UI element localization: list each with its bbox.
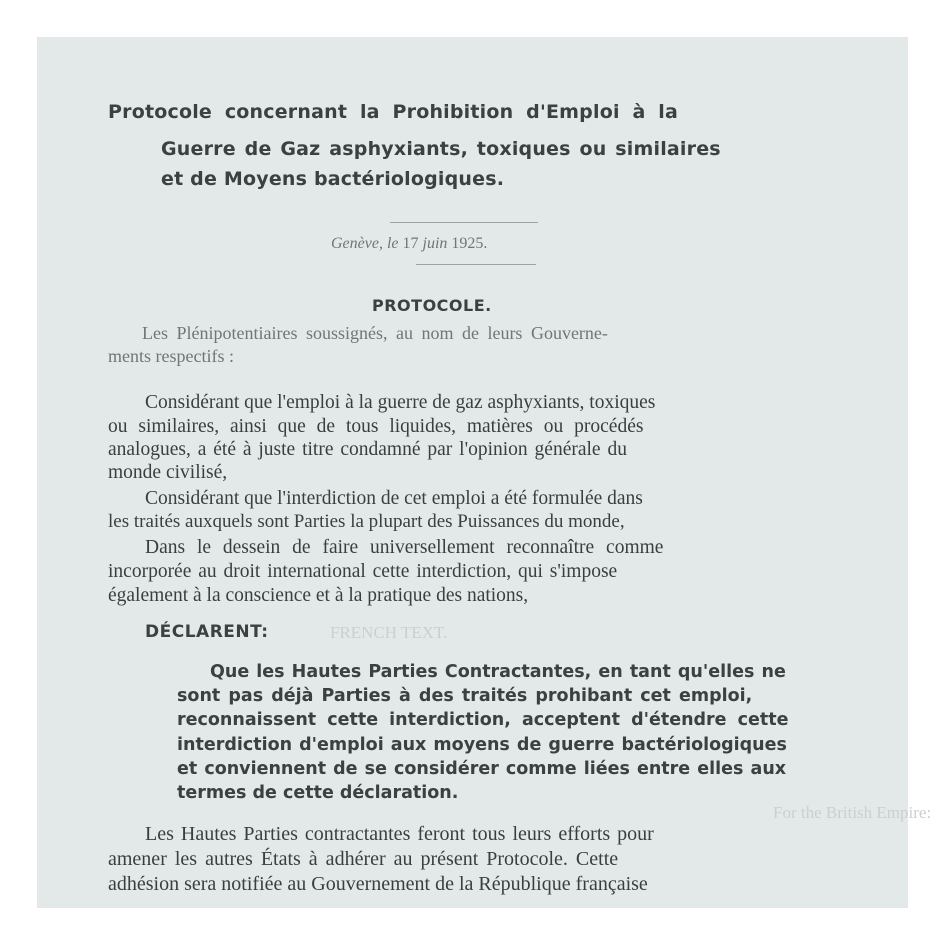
dateline-rule <box>416 264 536 265</box>
declaration-line-2: sont pas déjà Parties à des traités prohibant cet emploi, <box>177 686 753 706</box>
preamble-line-1: Les Plénipotentiaires soussignés, au nom de leurs Gouverne- <box>142 323 608 343</box>
dateline-place: Genève, le <box>331 235 399 252</box>
protocol-heading: PROTOCOLE. <box>372 296 492 315</box>
declaration-line-6: termes de cette déclaration. <box>177 783 459 803</box>
closing-line-2: amener les autres États à adhérer au présent Protocole. Cette <box>108 848 619 870</box>
consideration-line-1: Considérant que l'emploi à la guerre de gaz asphyxiants, toxiques <box>145 392 656 413</box>
consideration-line-8: incorporée au droit international cette interdiction, qui s'impose <box>108 561 618 582</box>
declare-heading: DÉCLARENT: <box>145 622 269 642</box>
declaration-line-4: interdiction d'emploi aux moyens de guerre bactériologiques <box>177 735 787 755</box>
title-rule <box>390 222 538 223</box>
consideration-line-9: également à la conscience et à la pratique des nations, <box>108 585 529 606</box>
dateline-year: 1925. <box>451 235 488 252</box>
dateline-month: juin <box>422 235 448 252</box>
consideration-line-4: monde civilisé, <box>108 462 228 483</box>
scanned-page <box>37 37 932 908</box>
preamble-line-2: ments respectifs : <box>108 346 234 366</box>
dateline-day: 17 <box>402 235 419 252</box>
closing-line-3: adhésion sera notifiée au Gouvernement de la République française <box>108 873 648 895</box>
title-line-1: Protocole concernant la Prohibition d'Emploi à la <box>108 101 679 123</box>
consideration-line-7: Dans le dessein de faire universellement reconnaître comme <box>145 537 664 558</box>
declaration-line-5: et conviennent de se considérer comme liées entre elles aux <box>177 759 787 779</box>
title-line-2: Guerre de Gaz asphyxiants, toxiques ou similaires <box>161 138 721 160</box>
declaration-line-3: reconnaissent cette interdiction, acceptent d'étendre cette <box>177 710 789 730</box>
bleed-through-text-a: FRENCH TEXT. <box>330 623 448 642</box>
consideration-line-5: Considérant que l'interdiction de cet emploi a été formulée dans <box>145 488 643 509</box>
closing-line-1: Les Hautes Parties contractantes feront tous leurs efforts pour <box>145 823 654 845</box>
dateline <box>331 235 487 253</box>
title-line-3: et de Moyens bactériologiques. <box>161 168 505 190</box>
bleed-through-text-b: For the British Empire: <box>773 803 932 822</box>
declaration-line-1: Que les Hautes Parties Contractantes, en tant qu'elles ne <box>210 662 786 682</box>
consideration-line-2: ou similaires, ainsi que de tous liquides, matières ou procédés <box>108 416 644 437</box>
consideration-line-3: analogues, a été à juste titre condamné par l'opinion générale du <box>108 439 627 460</box>
consideration-line-6: les traités auxquels sont Parties la plupart des Puissances du monde, <box>108 511 625 532</box>
